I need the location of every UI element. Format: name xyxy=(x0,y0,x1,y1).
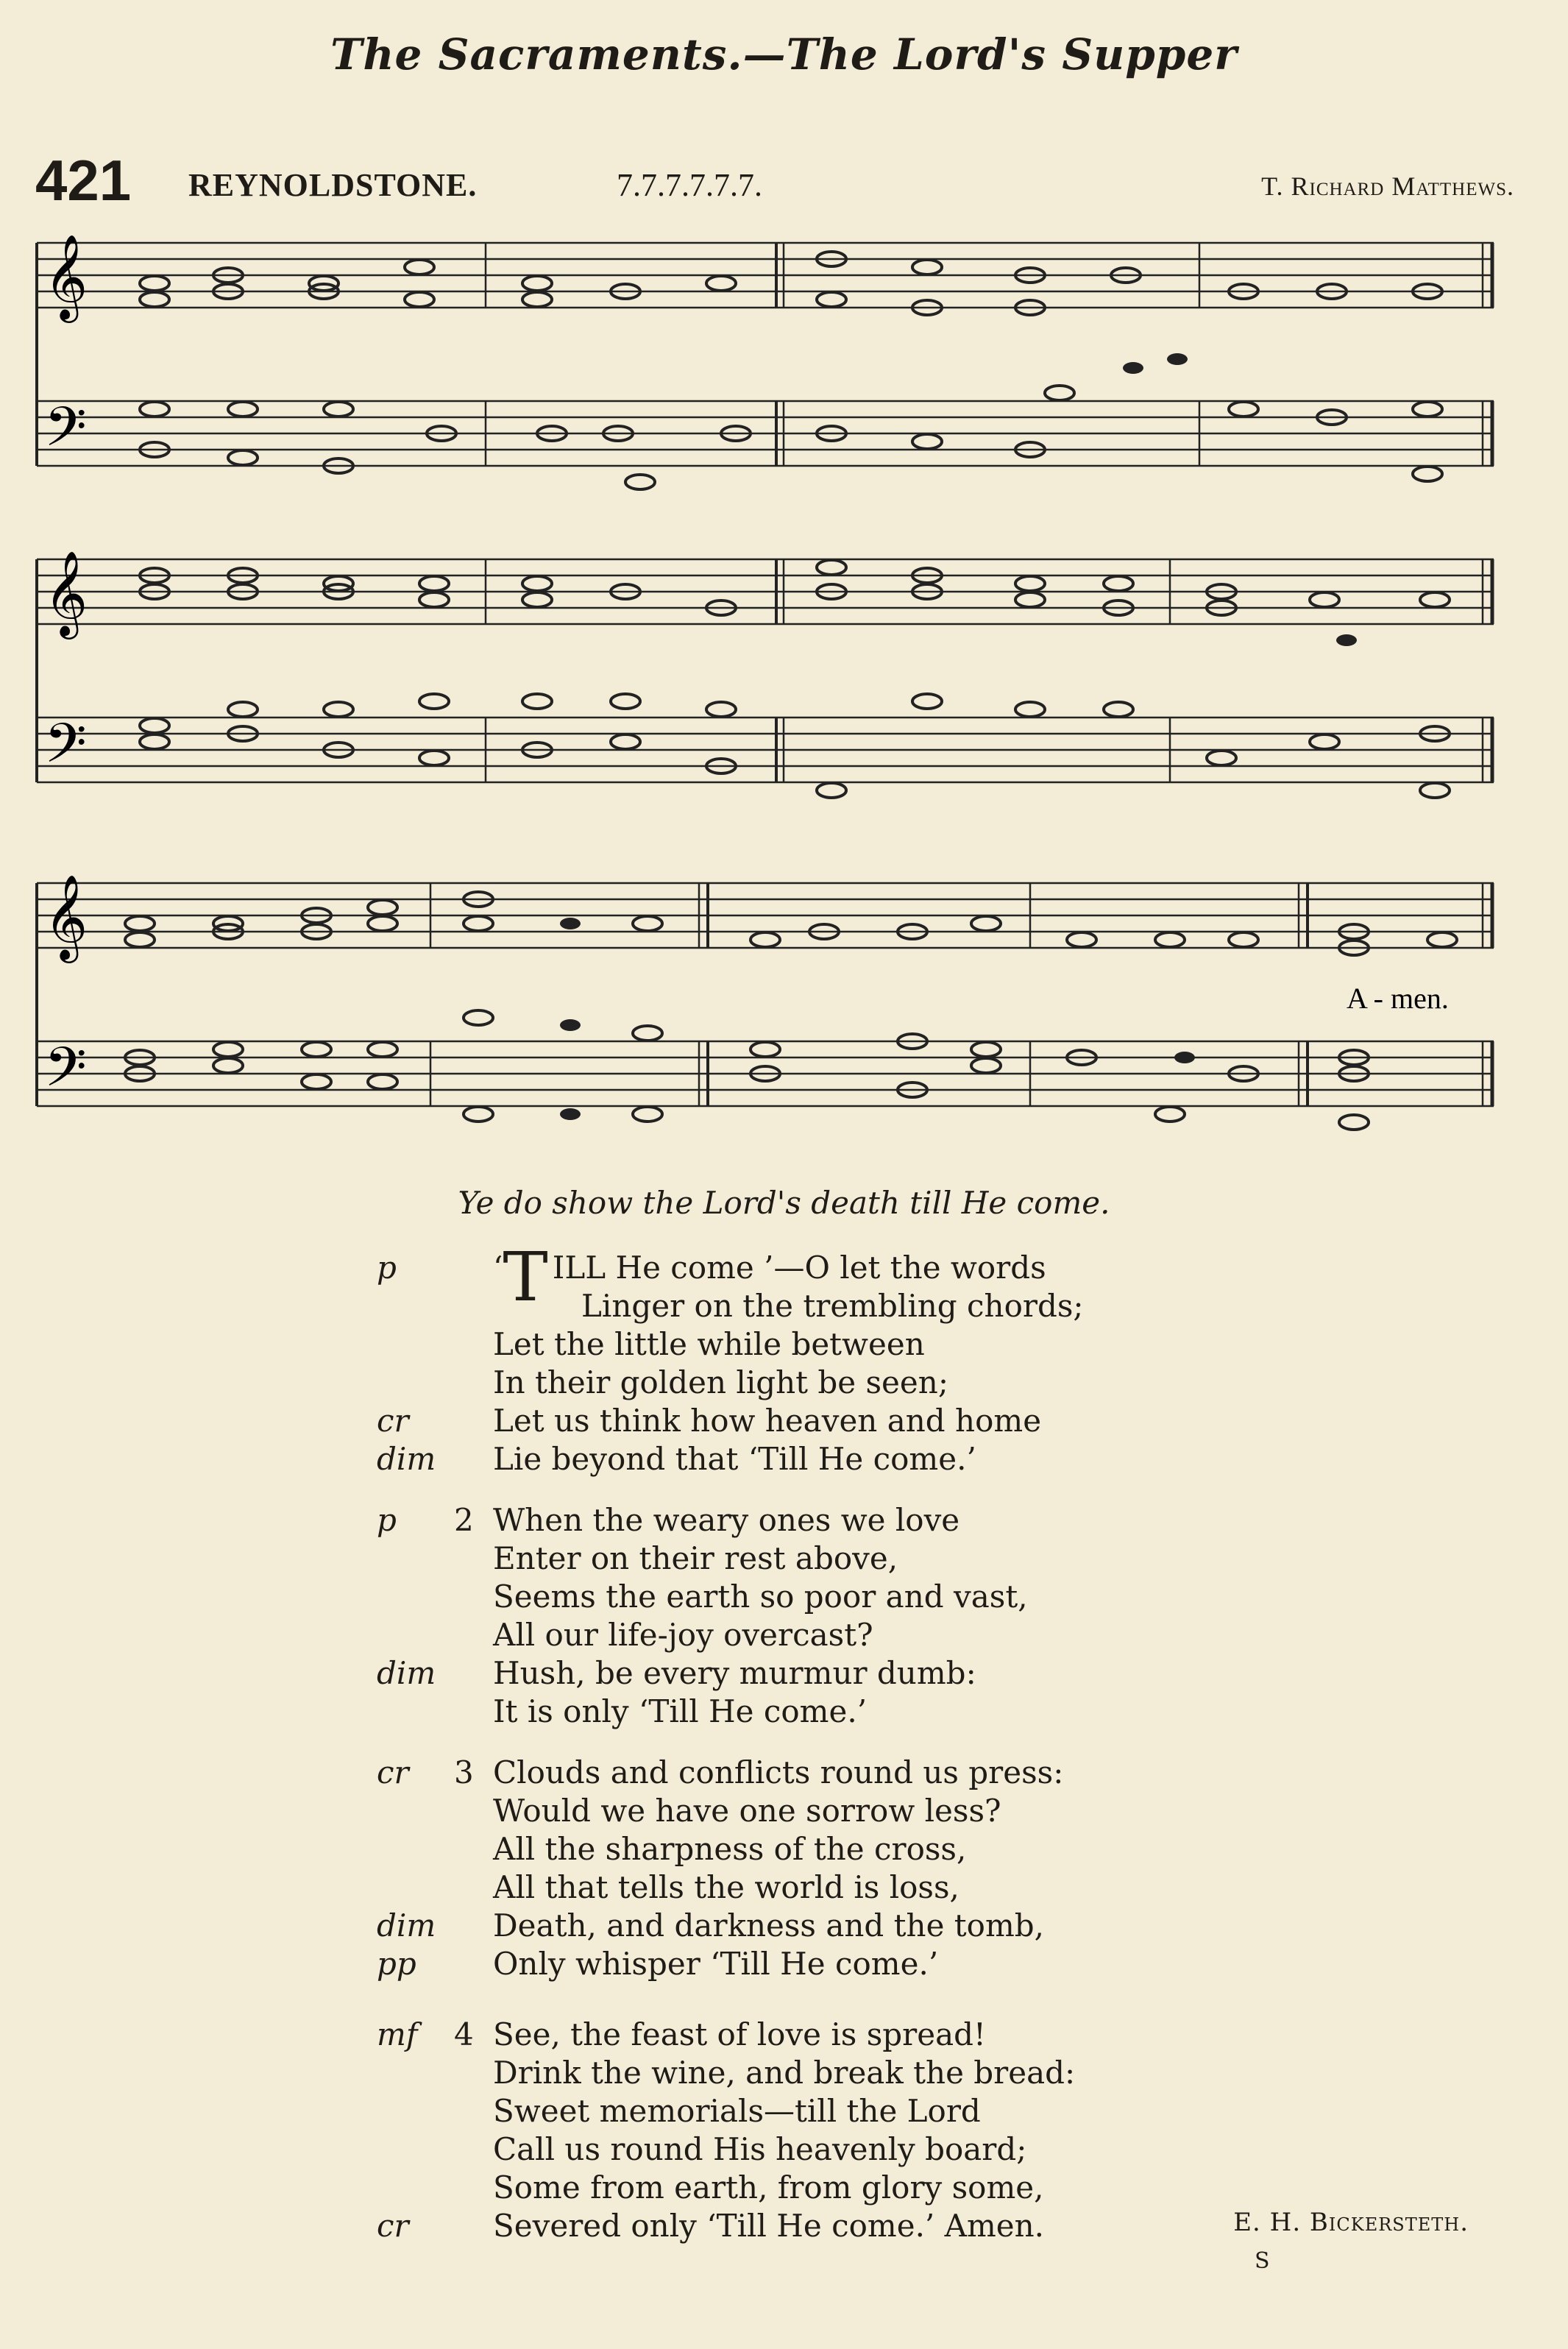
verse-line: Death, and darkness and the tomb, xyxy=(493,1907,1045,1944)
dynamic-marking: pp xyxy=(377,1946,416,1982)
dynamic-marking: cr xyxy=(377,1754,409,1790)
verse-line: Some from earth, from glory some, xyxy=(493,2169,1044,2205)
svg-text:𝄞: 𝄞 xyxy=(44,550,88,636)
dynamic-marking: dim xyxy=(377,1655,436,1691)
dynamic-marking: dim xyxy=(377,1907,436,1944)
dynamic-marking: p xyxy=(377,1502,397,1538)
signature-mark: S xyxy=(1255,2248,1270,2274)
verse-line: All the sharpness of the cross, xyxy=(493,1831,967,1867)
verse-number: 2 xyxy=(454,1502,474,1538)
hymn-heading xyxy=(35,147,1514,213)
music-system-2 xyxy=(29,545,1501,824)
svg-text:𝄞: 𝄞 xyxy=(44,233,88,319)
verse-line: Only whisper ‘Till He come.’ xyxy=(493,1946,939,1982)
verse-line: Sweet memorials—till the Lord xyxy=(493,2093,981,2129)
verse-line: Linger on the trembling chords; xyxy=(581,1288,1084,1324)
dynamic-marking: dim xyxy=(377,1441,436,1477)
verse-line: It is only ‘Till He come.’ xyxy=(493,1693,868,1729)
dynamic-marking: cr xyxy=(377,1403,409,1439)
verse-line: When the weary ones we love xyxy=(493,1502,960,1538)
dynamic-marking: mf xyxy=(377,2016,418,2052)
verse-line: Enter on their rest above, xyxy=(493,1540,898,1576)
verse-line-text: ILL He come ’—O let the words xyxy=(552,1250,1046,1286)
verse-line: Severed only ‘Till He come.’ Amen. xyxy=(493,2208,1045,2244)
tune-name: REYNOLDSTONE. xyxy=(188,167,478,203)
dynamic-marking: p xyxy=(377,1250,397,1286)
epigraph: Ye do show the Lord's death till He come. xyxy=(458,1185,1110,1221)
meter: 7.7.7.7.7.7. xyxy=(617,167,762,203)
verse-line: Would we have one sorrow less? xyxy=(493,1793,1001,1829)
svg-text:𝄞: 𝄞 xyxy=(44,874,88,960)
verse-line: Drink the wine, and break the bread: xyxy=(493,2055,1076,2091)
music-notation-1 xyxy=(29,221,1501,530)
page-header-title: The Sacraments.—The Lord's Supper xyxy=(330,29,1238,79)
verse-line: Clouds and conflicts round us press: xyxy=(493,1754,1064,1790)
music-notation-2 xyxy=(29,545,1501,824)
open-quote: ‘ xyxy=(493,1250,503,1286)
hymn-number: 421 xyxy=(35,148,132,213)
verse-line: Call us round His heavenly board; xyxy=(493,2131,1027,2167)
verse-line: All our life-joy overcast? xyxy=(493,1617,873,1653)
verse-number: 3 xyxy=(454,1754,474,1790)
verse-line: Hush, be every murmur dumb: xyxy=(493,1655,976,1691)
composer: T. Richard Matthews. xyxy=(1261,171,1514,201)
verse-line: All that tells the world is loss, xyxy=(493,1869,959,1905)
verse-line: Seems the earth so poor and vast, xyxy=(493,1579,1028,1615)
svg-text:𝄢: 𝄢 xyxy=(44,395,87,472)
svg-text:𝄢: 𝄢 xyxy=(44,1035,87,1113)
music-system-1 xyxy=(29,221,1501,530)
music-system-3 xyxy=(29,839,1501,1148)
amen-label: A - men. xyxy=(1347,982,1449,1015)
music-notation-3 xyxy=(29,839,1501,1148)
verse-line: Let us think how heaven and home xyxy=(493,1403,1042,1439)
verse-number: 4 xyxy=(454,2016,474,2052)
verse-line: Lie beyond that ‘Till He come.’ xyxy=(493,1441,976,1477)
svg-text:𝄢: 𝄢 xyxy=(44,712,87,789)
drop-cap: T xyxy=(503,1238,548,1317)
verse-line: See, the feast of love is spread! xyxy=(493,2016,986,2052)
verse-line: Let the little while between xyxy=(493,1326,925,1362)
author: E. H. Bickersteth. xyxy=(1233,2208,1469,2237)
dynamic-marking: cr xyxy=(377,2208,409,2244)
verse-line: In their golden light be seen; xyxy=(493,1364,948,1400)
